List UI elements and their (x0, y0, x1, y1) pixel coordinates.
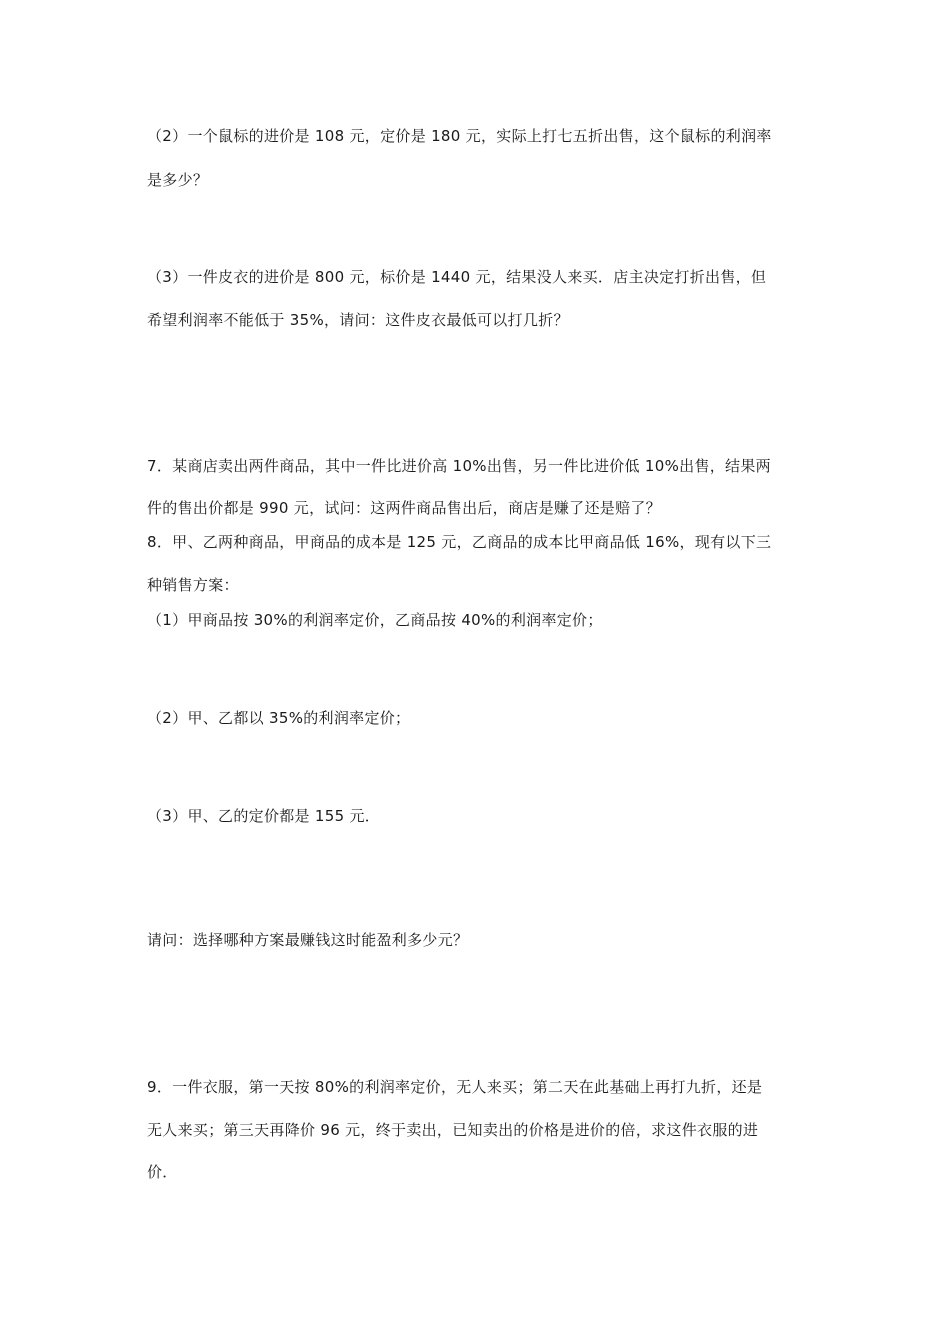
q7-line1: 7．某商店卖出两件商品，其中一件比进价高 10%出售，另一件比进价低 10%出售，结果两 (147, 457, 771, 475)
q8-option2: （2）甲、乙都以 35%的利润率定价； (147, 709, 411, 727)
q9-line3: 价． (147, 1163, 178, 1181)
q8-line2: 种销售方案： (147, 576, 239, 594)
q9-line2: 无人来买；第三天再降价 96 元，终于卖出，已知卖出的价格是进价的倍，求这件衣服的进 (147, 1121, 759, 1139)
q6-part3-line2: 希望利润率不能低于 35%，请问：这件皮衣最低可以打几折？ (147, 311, 569, 329)
q6-part2-line2: 是多少？ (147, 171, 209, 189)
q9-line1: 9．一件衣服，第一天按 80%的利润率定价，无人来买；第二天在此基础上再打九折，还是 (147, 1078, 763, 1096)
q7-line2: 件的售出价都是 990 元，试问：这两件商品售出后，商店是赚了还是赔了？ (147, 499, 661, 517)
q6-part2-line1: （2）一个鼠标的进价是 108 元，定价是 180 元，实际上打七五折出售，这个鼠标的利润率 (147, 127, 772, 145)
q8-option3: （3）甲、乙的定价都是 155 元． (147, 807, 381, 825)
q8-question: 请问：选择哪种方案最赚钱这时能盈利多少元？ (147, 931, 469, 949)
q8-line1: 8．甲、乙两种商品，甲商品的成本是 125 元，乙商品的成本比甲商品低 16%，现有以下三 (147, 533, 772, 551)
q8-option1: （1）甲商品按 30%的利润率定价，乙商品按 40%的利润率定价； (147, 611, 603, 629)
q6-part3-line1: （3）一件皮衣的进价是 800 元，标价是 1440 元，结果没人来买．店主决定打折出售，但 (147, 268, 767, 286)
